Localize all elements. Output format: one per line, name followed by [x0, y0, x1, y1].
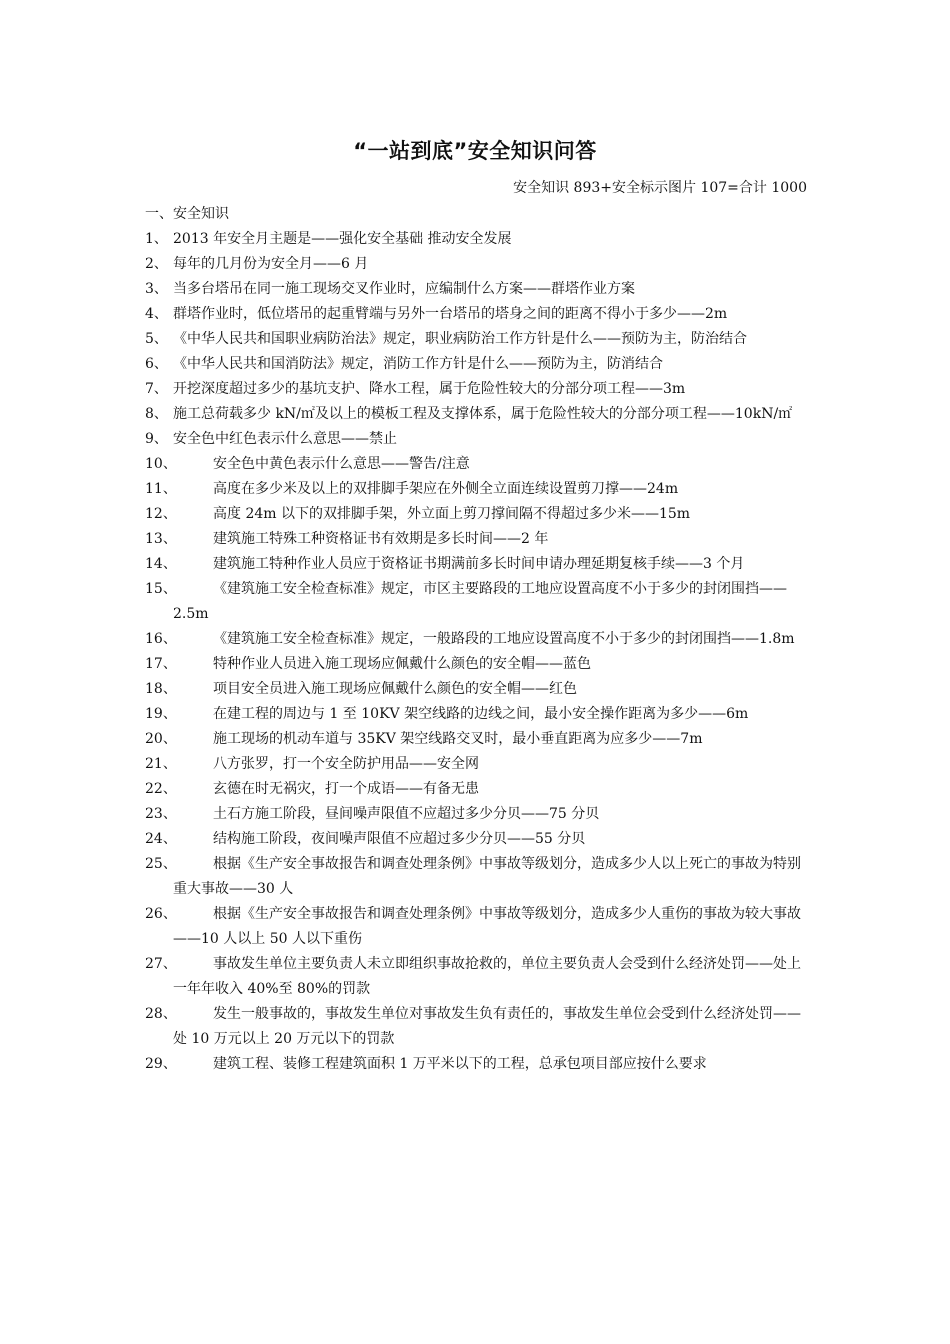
- item-number: 29、: [145, 1056, 177, 1072]
- item-number: 17、: [145, 656, 177, 672]
- item-number: 11、: [145, 481, 177, 497]
- item-number: 7、: [145, 381, 168, 397]
- item-number: 24、: [145, 831, 177, 847]
- item-text: 八方张罗，打一个安全防护用品——安全网: [213, 756, 479, 772]
- list-item: [145, 627, 807, 652]
- list-item: [145, 552, 807, 577]
- item-number: 3、: [145, 281, 168, 297]
- item-number: 8、: [145, 406, 168, 422]
- item-text: 建筑施工特殊工种资格证书有效期是多长时间——2 年: [213, 531, 549, 547]
- list-item: [145, 852, 807, 902]
- item-text: 《中华人民共和国职业病防治法》规定，职业病防治工作方针是什么——预防为主，防治结合: [173, 331, 747, 347]
- item-text: 《中华人民共和国消防法》规定，消防工作方针是什么——预防为主，防消结合: [173, 356, 663, 372]
- item-number: 6、: [145, 356, 168, 372]
- list-item: [145, 302, 807, 327]
- item-text: 每年的几月份为安全月——6 月: [173, 256, 369, 272]
- item-number: 18、: [145, 681, 177, 697]
- item-number: 19、: [145, 706, 177, 722]
- list-item: [145, 452, 807, 477]
- item-number: 22、: [145, 781, 177, 797]
- item-text: 建筑工程、装修工程建筑面积 1 万平米以下的工程，总承包项目部应按什么要求: [213, 1056, 707, 1072]
- item-number: 1、: [145, 231, 168, 247]
- list-item: [145, 952, 807, 1002]
- list-item: [145, 277, 807, 302]
- list-item: [145, 702, 807, 727]
- item-number: 12、: [145, 506, 177, 522]
- list-item: [145, 252, 807, 277]
- list-item: [145, 752, 807, 777]
- item-number: 28、: [145, 1006, 177, 1022]
- item-number: 27、: [145, 956, 177, 972]
- item-number: 23、: [145, 806, 177, 822]
- list-item: [145, 227, 807, 252]
- list-item: [145, 1002, 807, 1052]
- item-number: 13、: [145, 531, 177, 547]
- list-item: [145, 727, 807, 752]
- item-text: 高度 24m 以下的双排脚手架，外立面上剪刀撑间隔不得超过多少米——15m: [213, 506, 691, 522]
- list-item: [145, 352, 807, 377]
- item-text: 玄德在时无祸灾，打一个成语——有备无患: [213, 781, 479, 797]
- item-number: 5、: [145, 331, 168, 347]
- item-text: 结构施工阶段，夜间噪声限值不应超过多少分贝——55 分贝: [213, 831, 586, 847]
- item-text: 建筑施工特种作业人员应于资格证书期满前多长时间申请办理延期复核手续——3 个月: [213, 556, 745, 572]
- item-number: 2、: [145, 256, 168, 272]
- item-text: 当多台塔吊在同一施工现场交叉作业时，应编制什么方案——群塔作业方案: [173, 281, 635, 297]
- list-item: [145, 577, 807, 627]
- item-text: 《建筑施工安全检查标准》规定，一般路段的工地应设置高度不小于多少的封闭围挡——1.8m: [213, 631, 795, 647]
- list-item: [145, 777, 807, 802]
- item-text: 事故发生单位主要负责人未立即组织事故抢救的，单位主要负责人会受到什么经济处罚——处上一年年收入 40%至 80%的罚款: [173, 956, 801, 997]
- item-text: 《建筑施工安全检查标准》规定，市区主要路段的工地应设置高度不小于多少的封闭围挡——2.5m: [173, 581, 787, 622]
- item-text: 高度在多少米及以上的双排脚手架应在外侧全立面连续设置剪刀撑——24m: [213, 481, 679, 497]
- item-text: 根据《生产安全事故报告和调查处理条例》中事故等级划分，造成多少人以上死亡的事故为特别重大事故——30 人: [173, 856, 801, 897]
- item-text: 在建工程的周边与 1 至 10KV 架空线路的边线之间，最小安全操作距离为多少——6m: [213, 706, 749, 722]
- item-text: 群塔作业时，低位塔吊的起重臂端与另外一台塔吊的塔身之间的距离不得小于多少——2m: [173, 306, 728, 322]
- list-item: [145, 827, 807, 852]
- item-text: 安全色中红色表示什么意思——禁止: [173, 431, 397, 447]
- item-text: 土石方施工阶段，昼间噪声限值不应超过多少分贝——75 分贝: [213, 806, 600, 822]
- list-item: [145, 677, 807, 702]
- item-text: 安全色中黄色表示什么意思——警告/注意: [213, 456, 470, 472]
- list-item: [145, 477, 807, 502]
- item-number: 9、: [145, 431, 168, 447]
- item-text: 特种作业人员进入施工现场应佩戴什么颜色的安全帽——蓝色: [213, 656, 591, 672]
- document-subtitle: 安全知识 893+安全标示图片 107=合计 1000: [513, 180, 807, 196]
- list-item: [145, 377, 807, 402]
- item-number: 21、: [145, 756, 177, 772]
- list-item: [145, 802, 807, 827]
- question-list: [145, 227, 807, 1077]
- item-number: 15、: [145, 581, 177, 597]
- item-text: 发生一般事故的，事故发生单位对事故发生负有责任的，事故发生单位会受到什么经济处罚——处 10 万元以上 20 万元以下的罚款: [173, 1006, 801, 1047]
- list-item: [145, 652, 807, 677]
- section-heading: 一、安全知识: [145, 206, 229, 222]
- item-number: 10、: [145, 456, 177, 472]
- list-item: [145, 427, 807, 452]
- list-item: [145, 527, 807, 552]
- list-item: [145, 902, 807, 952]
- item-text: 开挖深度超过多少的基坑支护、降水工程，属于危险性较大的分部分项工程——3m: [173, 381, 686, 397]
- list-item: [145, 502, 807, 527]
- item-text: 项目安全员进入施工现场应佩戴什么颜色的安全帽——红色: [213, 681, 577, 697]
- item-text: 2013 年安全月主题是——强化安全基础 推动安全发展: [173, 231, 512, 247]
- item-number: 16、: [145, 631, 177, 647]
- list-item: [145, 402, 807, 427]
- item-number: 25、: [145, 856, 177, 872]
- document-title: “一站到底”安全知识问答: [353, 139, 597, 163]
- item-number: 14、: [145, 556, 177, 572]
- item-number: 20、: [145, 731, 177, 747]
- item-text: 施工总荷载多少 kN/㎡及以上的模板工程及支撑体系，属于危险性较大的分部分项工程——10kN/㎡: [173, 406, 793, 422]
- item-text: 根据《生产安全事故报告和调查处理条例》中事故等级划分，造成多少人重伤的事故为较大事故——10 人以上 50 人以下重伤: [173, 906, 801, 947]
- item-number: 4、: [145, 306, 168, 322]
- item-number: 26、: [145, 906, 177, 922]
- list-item: [145, 327, 807, 352]
- list-item: [145, 1052, 807, 1077]
- item-text: 施工现场的机动车道与 35KV 架空线路交叉时，最小垂直距离为应多少——7m: [213, 731, 703, 747]
